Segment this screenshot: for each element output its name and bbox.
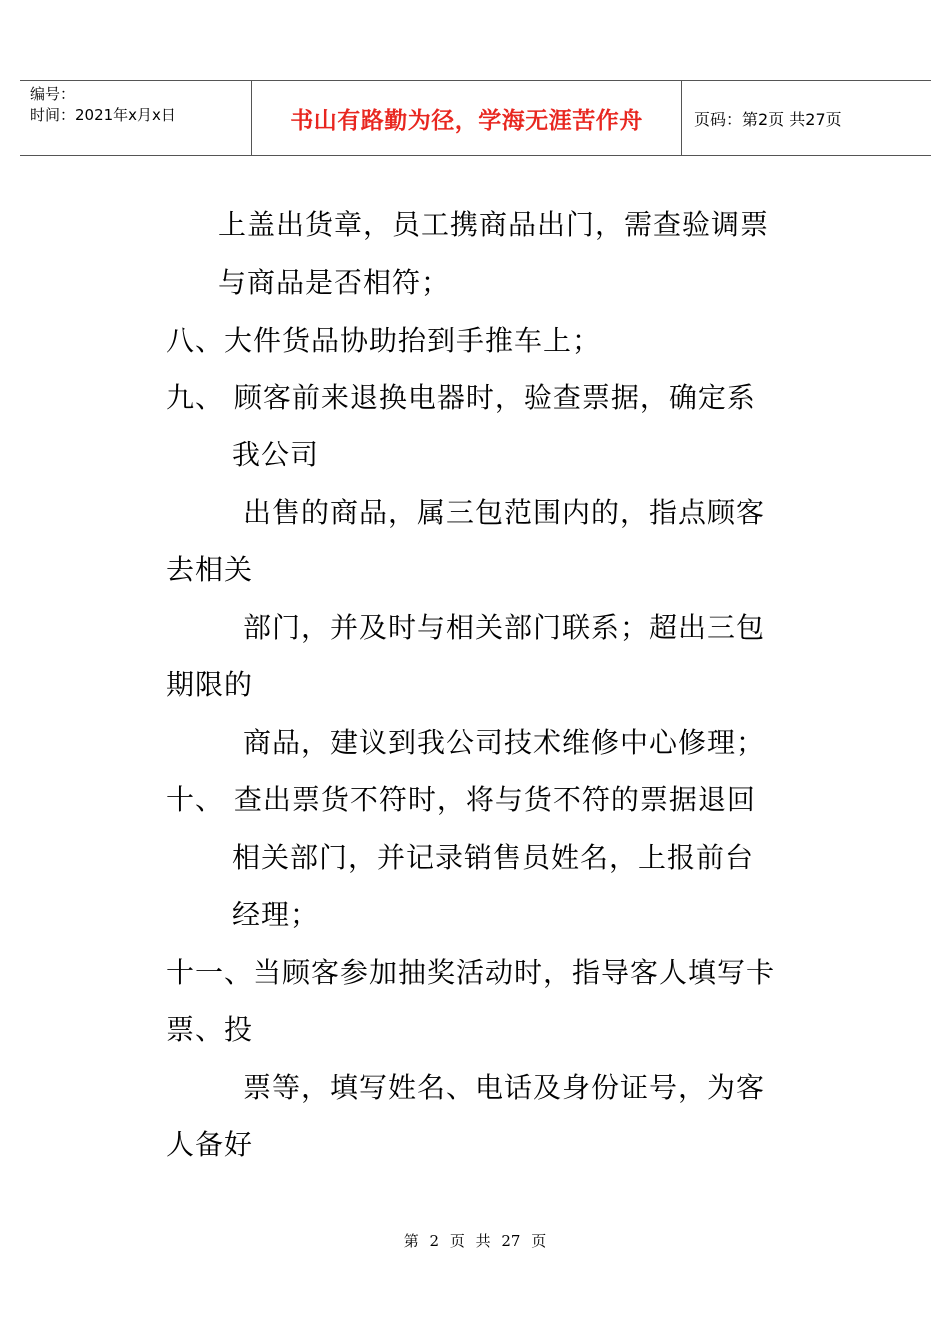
body-line: 九、 顾客前来退换电器时，验查票据，确定系 xyxy=(166,381,756,414)
body-line: 上盖出货章，员工携商品出门，需查验调票 xyxy=(218,208,770,241)
body-line: 部门，并及时与相关部门联系；超出三包 xyxy=(243,611,766,644)
body-line: 十一、当顾客参加抽奖活动时，指导客人填写卡 xyxy=(166,956,776,989)
body-line: 经理； xyxy=(232,898,320,931)
body-line: 期限的 xyxy=(166,668,254,701)
body-line: 与商品是否相符； xyxy=(218,266,451,299)
body-line: 八、大件货品协助抬到手推车上； xyxy=(166,324,602,357)
body-line: 票等，填写姓名、电话及身份证号，为客 xyxy=(243,1071,766,1104)
page-footer: 第 2 页 共 27 页 xyxy=(403,1232,547,1250)
body-line: 票、投 xyxy=(166,1013,254,1046)
header-page-code: 页码：第2页 共27页 xyxy=(694,109,842,129)
number-label: 编号： xyxy=(30,85,76,103)
header-meta xyxy=(20,81,252,155)
body-line: 去相关 xyxy=(166,553,254,586)
body-line: 商品，建议到我公司技术维修中心修理； xyxy=(243,726,766,759)
body-line: 人备好 xyxy=(166,1128,254,1161)
document-header xyxy=(20,80,931,156)
header-motto: 书山有路勤为径，学海无涯苦作舟 xyxy=(252,81,682,155)
time-label: 时间：2021年x月x日 xyxy=(30,106,176,124)
body-line: 我公司 xyxy=(232,438,320,471)
body-line: 相关部门，并记录销售员姓名，上报前台 xyxy=(232,841,755,874)
body-line: 十、 查出票货不符时，将与货不符的票据退回 xyxy=(166,783,756,816)
body-line: 出售的商品，属三包范围内的，指点顾客 xyxy=(243,496,766,529)
